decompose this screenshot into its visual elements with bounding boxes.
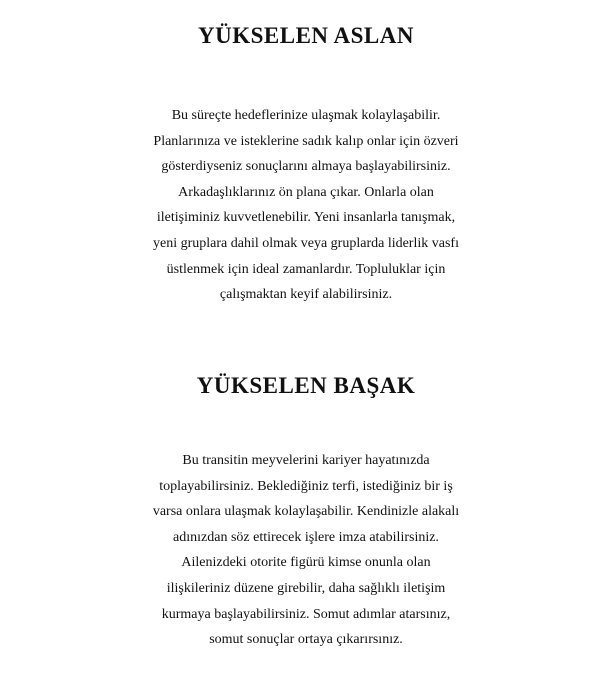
paragraph-line: yeni gruplara dahil olmak veya gruplarda liderlik vasfı [153,235,459,251]
section-paragraph [0,103,612,308]
paragraph-line: üstlenmek için ideal zamanlardır. Topluluklar için [166,261,446,277]
paragraph-line: iletişiminiz kuvvetlenebilir. Yeni insanlarla tanışmak, [156,210,456,226]
paragraph-line: varsa onlara ulaşmak kolaylaşabilir. Kendinizle alakalı [152,504,460,520]
paragraph-line: gösterdiyseniz sonuçlarını almaya başlayabilirsiniz. [161,159,451,175]
section-title: YÜKSELEN BAŞAK [196,373,416,398]
paragraph-line: Arkadaşlıklarınız ön plana çıkar. Onlarla olan [178,184,434,200]
section-title: YÜKSELEN ASLAN [198,23,414,48]
section-yukselen-aslan [0,22,612,308]
paragraph-line: Bu süreçte hedeflerinize ulaşmak kolaylaşabilir. [171,108,441,123]
paragraph-line: Bu transitin meyvelerini kariyer hayatınızda [182,453,430,468]
paragraph-line: Ailenizdeki otorite figürü kimse onunla olan [181,555,431,571]
section-paragraph [0,448,612,653]
paragraph-line: ilişkileriniz düzene girebilir, daha sağlıklı iletişim [166,580,446,596]
paragraph-line: kurmaya başlayabilirsiniz. Somut adımlar atarsınız, [161,606,451,622]
paragraph-line: somut sonuçlar ortaya çıkarırsınız. [209,632,403,648]
paragraph-line: adınızdan söz ettirecek işlere imza atabilirsiniz. [173,529,439,545]
paragraph-line: çalışmaktan keyif alabilirsiniz. [219,287,393,303]
paragraph-line: Planlarınıza ve isteklerine sadık kalıp onlar için özveri [153,133,459,149]
section-yukselen-basak [0,372,612,653]
paragraph-line: toplayabilirsiniz. Beklediğiniz terfi, istediğiniz bir iş [159,478,453,494]
